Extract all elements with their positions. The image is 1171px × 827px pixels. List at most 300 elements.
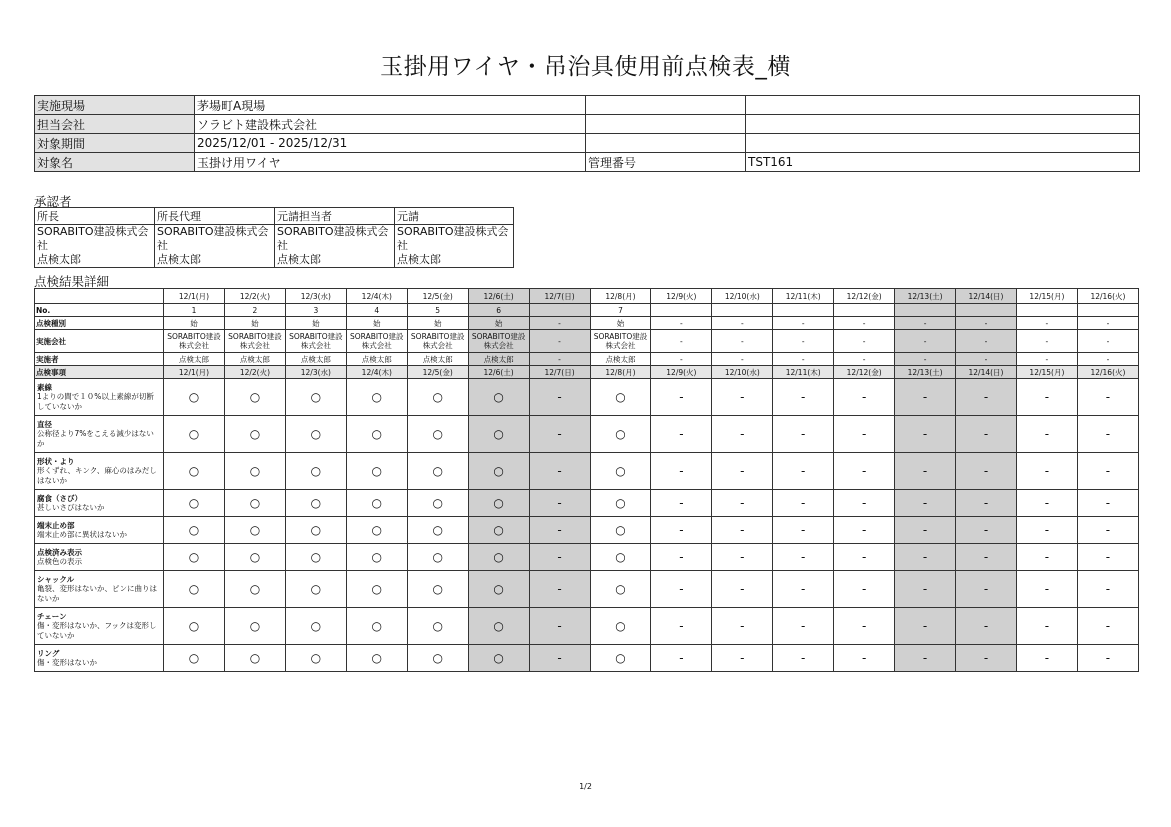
no-cell [773,304,834,317]
result-cell: ○ [224,544,285,571]
approver-role: 所長 [35,208,155,225]
result-cell: ○ [164,517,225,544]
mgmt-label: 管理番号 [586,153,746,172]
approver-company: SORABITO建設株式会社 [37,225,149,252]
type-cell: 始 [590,317,651,330]
result-cell: - [651,379,712,416]
date-header: 12/16(火) [1077,366,1138,379]
result-cell: - [1016,453,1077,490]
target-value: 玉掛け用ワイヤ [195,153,586,172]
result-cell: - [773,490,834,517]
result-cell: - [895,416,956,453]
info-empty [586,134,746,153]
result-cell: - [529,490,590,517]
date-header: 12/6(土) [468,366,529,379]
result-cell: - [651,571,712,608]
date-header: 12/15(月) [1016,289,1077,304]
info-empty [746,96,1140,115]
result-cell: - [1016,571,1077,608]
approver-company: SORABITO建設株式会社 [277,225,389,252]
approver-role: 元請担当者 [275,208,395,225]
inspection-grid [34,288,1139,672]
result-cell: ○ [285,490,346,517]
check-item-name: 点検済み表示 [37,547,82,557]
check-item [35,379,164,416]
result-cell: - [956,416,1017,453]
company-cell: - [712,330,773,353]
result-cell: - [773,544,834,571]
check-item-desc: 傷・変形はないか [37,658,97,667]
result-cell: ○ [224,571,285,608]
result-cell: ○ [407,608,468,645]
date-header: 12/7(日) [529,289,590,304]
inspector-cell: - [712,353,773,366]
check-item [35,416,164,453]
period-label: 対象期間 [35,134,195,153]
result-cell: ○ [285,544,346,571]
date-header: 12/5(金) [407,289,468,304]
result-cell: - [773,571,834,608]
inspector-cell: - [1077,353,1138,366]
result-cell: - [651,453,712,490]
date-header: 12/8(月) [590,289,651,304]
result-cell: - [956,645,1017,672]
date-header: 12/9(火) [651,289,712,304]
row-label-type: 点検種別 [35,317,164,330]
check-item [35,544,164,571]
period-value: 2025/12/01 - 2025/12/31 [195,134,586,153]
result-cell: - [1077,517,1138,544]
result-cell: - [895,544,956,571]
row-label-company: 実施会社 [35,330,164,353]
result-cell: ○ [164,416,225,453]
result-cell: - [895,490,956,517]
inspector-cell: - [956,353,1017,366]
grid-corner [35,289,164,304]
result-cell: ○ [590,453,651,490]
no-cell [651,304,712,317]
result-cell: ○ [346,379,407,416]
company-cell: SORABITO建設株式会社 [590,330,651,353]
result-cell: - [1016,608,1077,645]
result-cell: ○ [285,571,346,608]
result-cell: ○ [468,416,529,453]
company-cell: - [529,330,590,353]
result-cell: - [712,608,773,645]
result-cell: - [529,645,590,672]
result-cell: - [773,517,834,544]
result-cell: ○ [224,608,285,645]
result-cell: - [1077,453,1138,490]
date-header: 12/3(水) [285,366,346,379]
result-cell: - [1016,544,1077,571]
result-cell: ○ [407,490,468,517]
type-cell: - [956,317,1017,330]
result-cell: ○ [164,379,225,416]
type-cell: - [1016,317,1077,330]
result-cell: ○ [590,490,651,517]
type-cell: - [773,317,834,330]
result-cell: ○ [407,416,468,453]
result-cell: ○ [407,453,468,490]
info-empty [746,134,1140,153]
result-cell: - [1077,608,1138,645]
check-item-desc: 1よりの間で１０%以上素線が切断していないか [37,392,154,411]
inspector-cell: - [651,353,712,366]
result-cell: - [956,608,1017,645]
check-item-desc: 端末止め部に異状はないか [37,530,127,539]
approver-company: SORABITO建設株式会社 [397,225,509,252]
result-cell: - [712,571,773,608]
result-cell: ○ [590,379,651,416]
result-cell: - [1077,379,1138,416]
check-item-name: 素線 [37,382,52,392]
result-cell: ○ [346,517,407,544]
company-cell: SORABITO建設株式会社 [285,330,346,353]
result-cell: ○ [346,416,407,453]
result-cell: - [895,453,956,490]
date-header: 12/10(水) [712,366,773,379]
result-cell: - [1077,571,1138,608]
check-item-name: シャックル [37,574,75,584]
row-label-items: 点検事項 [35,366,164,379]
result-cell: ○ [346,544,407,571]
result-cell: - [712,517,773,544]
approver-signature [35,225,155,268]
result-cell: ○ [590,517,651,544]
result-cell: - [651,544,712,571]
inspector-cell: 点検太郎 [590,353,651,366]
result-cell: - [895,645,956,672]
result-cell: - [651,517,712,544]
result-cell: ○ [346,571,407,608]
company-cell: - [1077,330,1138,353]
approver-person: 点検太郎 [37,253,81,266]
date-header: 12/13(土) [895,289,956,304]
type-cell: 始 [224,317,285,330]
date-header: 12/2(火) [224,289,285,304]
type-cell: 始 [346,317,407,330]
inspector-cell: 点検太郎 [346,353,407,366]
type-cell: - [529,317,590,330]
type-cell: - [712,317,773,330]
check-item-name: 端末止め部 [37,520,75,530]
company-cell: - [956,330,1017,353]
result-cell: ○ [224,645,285,672]
result-cell: - [895,608,956,645]
company-cell: - [1016,330,1077,353]
result-cell: ○ [590,544,651,571]
type-cell: - [834,317,895,330]
check-item [35,517,164,544]
type-cell: - [895,317,956,330]
result-cell: ○ [164,453,225,490]
inspector-cell: - [895,353,956,366]
result-cell: ○ [407,379,468,416]
date-header: 12/10(水) [712,289,773,304]
result-cell: - [529,517,590,544]
date-header: 12/9(火) [651,366,712,379]
row-label-no: No. [35,304,164,317]
result-cell: ○ [590,416,651,453]
check-item-desc: 点検色の表示 [37,557,82,566]
result-cell: - [1077,645,1138,672]
result-cell: - [1016,416,1077,453]
check-item-name: 直径 [37,419,52,429]
result-cell: - [834,379,895,416]
inspector-cell: 点検太郎 [407,353,468,366]
date-header: 12/16(火) [1077,289,1138,304]
check-item-name: 形状・より [37,456,75,466]
company-cell: SORABITO建設株式会社 [346,330,407,353]
inspector-cell: 点検太郎 [164,353,225,366]
mgmt-value: TST161 [746,153,1140,172]
result-cell: - [1077,416,1138,453]
info-empty [746,115,1140,134]
inspector-cell: 点検太郎 [224,353,285,366]
date-header: 12/12(金) [834,289,895,304]
result-cell: - [834,453,895,490]
check-item-name: リング [37,648,60,658]
type-cell: 始 [407,317,468,330]
result-cell: - [834,517,895,544]
result-cell: - [712,490,773,517]
date-header: 12/1(月) [164,289,225,304]
check-item-desc: 傷・変形はないか、フックは変形していないか [37,621,157,640]
date-header: 12/8(月) [590,366,651,379]
company-value: ソラビト建設株式会社 [195,115,586,134]
date-header: 12/15(月) [1016,366,1077,379]
result-cell: ○ [285,645,346,672]
result-cell: - [529,453,590,490]
date-header: 12/2(火) [224,366,285,379]
result-cell: - [712,645,773,672]
company-cell: SORABITO建設株式会社 [164,330,225,353]
check-item-name: 腐食（さび） [37,493,82,503]
approver-role: 所長代理 [155,208,275,225]
date-header: 12/7(日) [529,366,590,379]
no-cell: 4 [346,304,407,317]
result-cell: ○ [285,416,346,453]
result-cell: ○ [346,608,407,645]
approvers-heading: 承認者 [34,194,72,209]
result-cell: ○ [164,571,225,608]
company-cell: - [834,330,895,353]
check-item [35,571,164,608]
result-cell: - [834,490,895,517]
date-header: 12/4(木) [346,366,407,379]
result-cell: - [773,645,834,672]
date-header: 12/12(金) [834,366,895,379]
result-cell: - [1016,645,1077,672]
company-cell: SORABITO建設株式会社 [407,330,468,353]
result-cell: ○ [285,453,346,490]
result-cell: ○ [224,379,285,416]
date-header: 12/11(木) [773,289,834,304]
date-header: 12/3(水) [285,289,346,304]
details-heading: 点検結果詳細 [34,274,110,289]
result-cell: - [1016,490,1077,517]
site-label: 実施現場 [35,96,195,115]
result-cell: - [956,544,1017,571]
approver-person: 点検太郎 [277,253,321,266]
company-cell: - [651,330,712,353]
date-header: 12/14(日) [956,289,1017,304]
result-cell: ○ [407,544,468,571]
check-item-desc: 形くずれ、キンク、麻心のはみだしはないか [37,466,157,485]
result-cell: ○ [285,517,346,544]
result-cell: - [956,517,1017,544]
document-title: 玉掛用ワイヤ・吊治具使用前点検表_横 [380,54,791,80]
date-header: 12/4(木) [346,289,407,304]
no-cell [529,304,590,317]
result-cell: - [834,416,895,453]
result-cell: - [1077,544,1138,571]
result-cell: - [956,490,1017,517]
result-cell: ○ [590,608,651,645]
result-cell: ○ [468,379,529,416]
result-cell: ○ [590,571,651,608]
result-cell: - [1016,379,1077,416]
result-cell: ○ [468,490,529,517]
result-cell: - [834,544,895,571]
result-cell: - [712,416,773,453]
target-label: 対象名 [35,153,195,172]
approvers-table [34,207,514,268]
approver-company: SORABITO建設株式会社 [157,225,269,252]
no-cell: 2 [224,304,285,317]
type-cell: 始 [468,317,529,330]
approver-person: 点検太郎 [397,253,441,266]
result-cell: - [895,379,956,416]
no-cell: 6 [468,304,529,317]
result-cell: ○ [468,608,529,645]
no-cell [956,304,1017,317]
result-cell: - [529,416,590,453]
result-cell: ○ [407,517,468,544]
result-cell: - [956,379,1017,416]
result-cell: ○ [346,645,407,672]
no-cell: 7 [590,304,651,317]
date-header: 12/11(木) [773,366,834,379]
check-item-name: チェーン [37,611,67,621]
inspector-cell: 点検太郎 [285,353,346,366]
result-cell: - [651,416,712,453]
result-cell: ○ [224,416,285,453]
result-cell: - [956,571,1017,608]
inspector-cell: - [834,353,895,366]
result-cell: - [895,517,956,544]
result-cell: ○ [407,571,468,608]
company-cell: - [773,330,834,353]
no-cell [1077,304,1138,317]
result-cell: - [529,379,590,416]
result-cell: ○ [468,517,529,544]
no-cell: 5 [407,304,468,317]
result-cell: - [651,608,712,645]
result-cell: ○ [468,453,529,490]
result-cell: ○ [164,490,225,517]
result-cell: - [773,453,834,490]
result-cell: - [529,544,590,571]
result-cell: - [1016,517,1077,544]
result-cell: - [651,645,712,672]
company-cell: - [895,330,956,353]
info-empty [586,96,746,115]
date-header: 12/13(土) [895,366,956,379]
check-item [35,645,164,672]
date-header: 12/1(月) [164,366,225,379]
date-header: 12/6(土) [468,289,529,304]
inspector-cell: 点検太郎 [468,353,529,366]
approver-signature [275,225,395,268]
result-cell: - [773,379,834,416]
inspector-cell: - [529,353,590,366]
check-item [35,608,164,645]
type-cell: - [651,317,712,330]
no-cell [895,304,956,317]
info-empty [586,115,746,134]
result-cell: - [712,453,773,490]
result-cell: - [834,608,895,645]
result-cell: - [712,544,773,571]
result-cell: ○ [590,645,651,672]
result-cell: ○ [285,379,346,416]
company-cell: SORABITO建設株式会社 [468,330,529,353]
no-cell: 3 [285,304,346,317]
approver-person: 点検太郎 [157,253,201,266]
no-cell [712,304,773,317]
page-number: 1/2 [579,782,592,791]
site-value: 茅場町A現場 [195,96,586,115]
result-cell: - [1077,490,1138,517]
result-cell: ○ [224,453,285,490]
result-cell: ○ [164,645,225,672]
result-cell: - [773,416,834,453]
result-cell: - [773,608,834,645]
date-header: 12/5(金) [407,366,468,379]
result-cell: ○ [164,608,225,645]
approver-signature [155,225,275,268]
result-cell: - [712,379,773,416]
result-cell: ○ [285,608,346,645]
approver-role: 元請 [395,208,514,225]
check-item [35,453,164,490]
result-cell: - [529,571,590,608]
result-cell: ○ [346,490,407,517]
result-cell: - [956,453,1017,490]
date-header: 12/14(日) [956,366,1017,379]
type-cell: 始 [164,317,225,330]
inspector-cell: - [773,353,834,366]
check-item-desc: 公称径より7%をこえる減少はないか [37,429,154,448]
type-cell: 始 [285,317,346,330]
row-label-inspector: 実施者 [35,353,164,366]
result-cell: - [834,571,895,608]
result-cell: - [834,645,895,672]
check-item-desc: 甚しいさびはないか [37,503,105,512]
check-item-desc: 亀裂、変形はないか、ピンに曲りはないか [37,584,157,603]
no-cell [1016,304,1077,317]
result-cell: ○ [468,645,529,672]
result-cell: ○ [346,453,407,490]
result-cell: ○ [407,645,468,672]
no-cell: 1 [164,304,225,317]
check-item [35,490,164,517]
result-cell: ○ [224,517,285,544]
result-cell: - [895,571,956,608]
result-cell: ○ [468,544,529,571]
